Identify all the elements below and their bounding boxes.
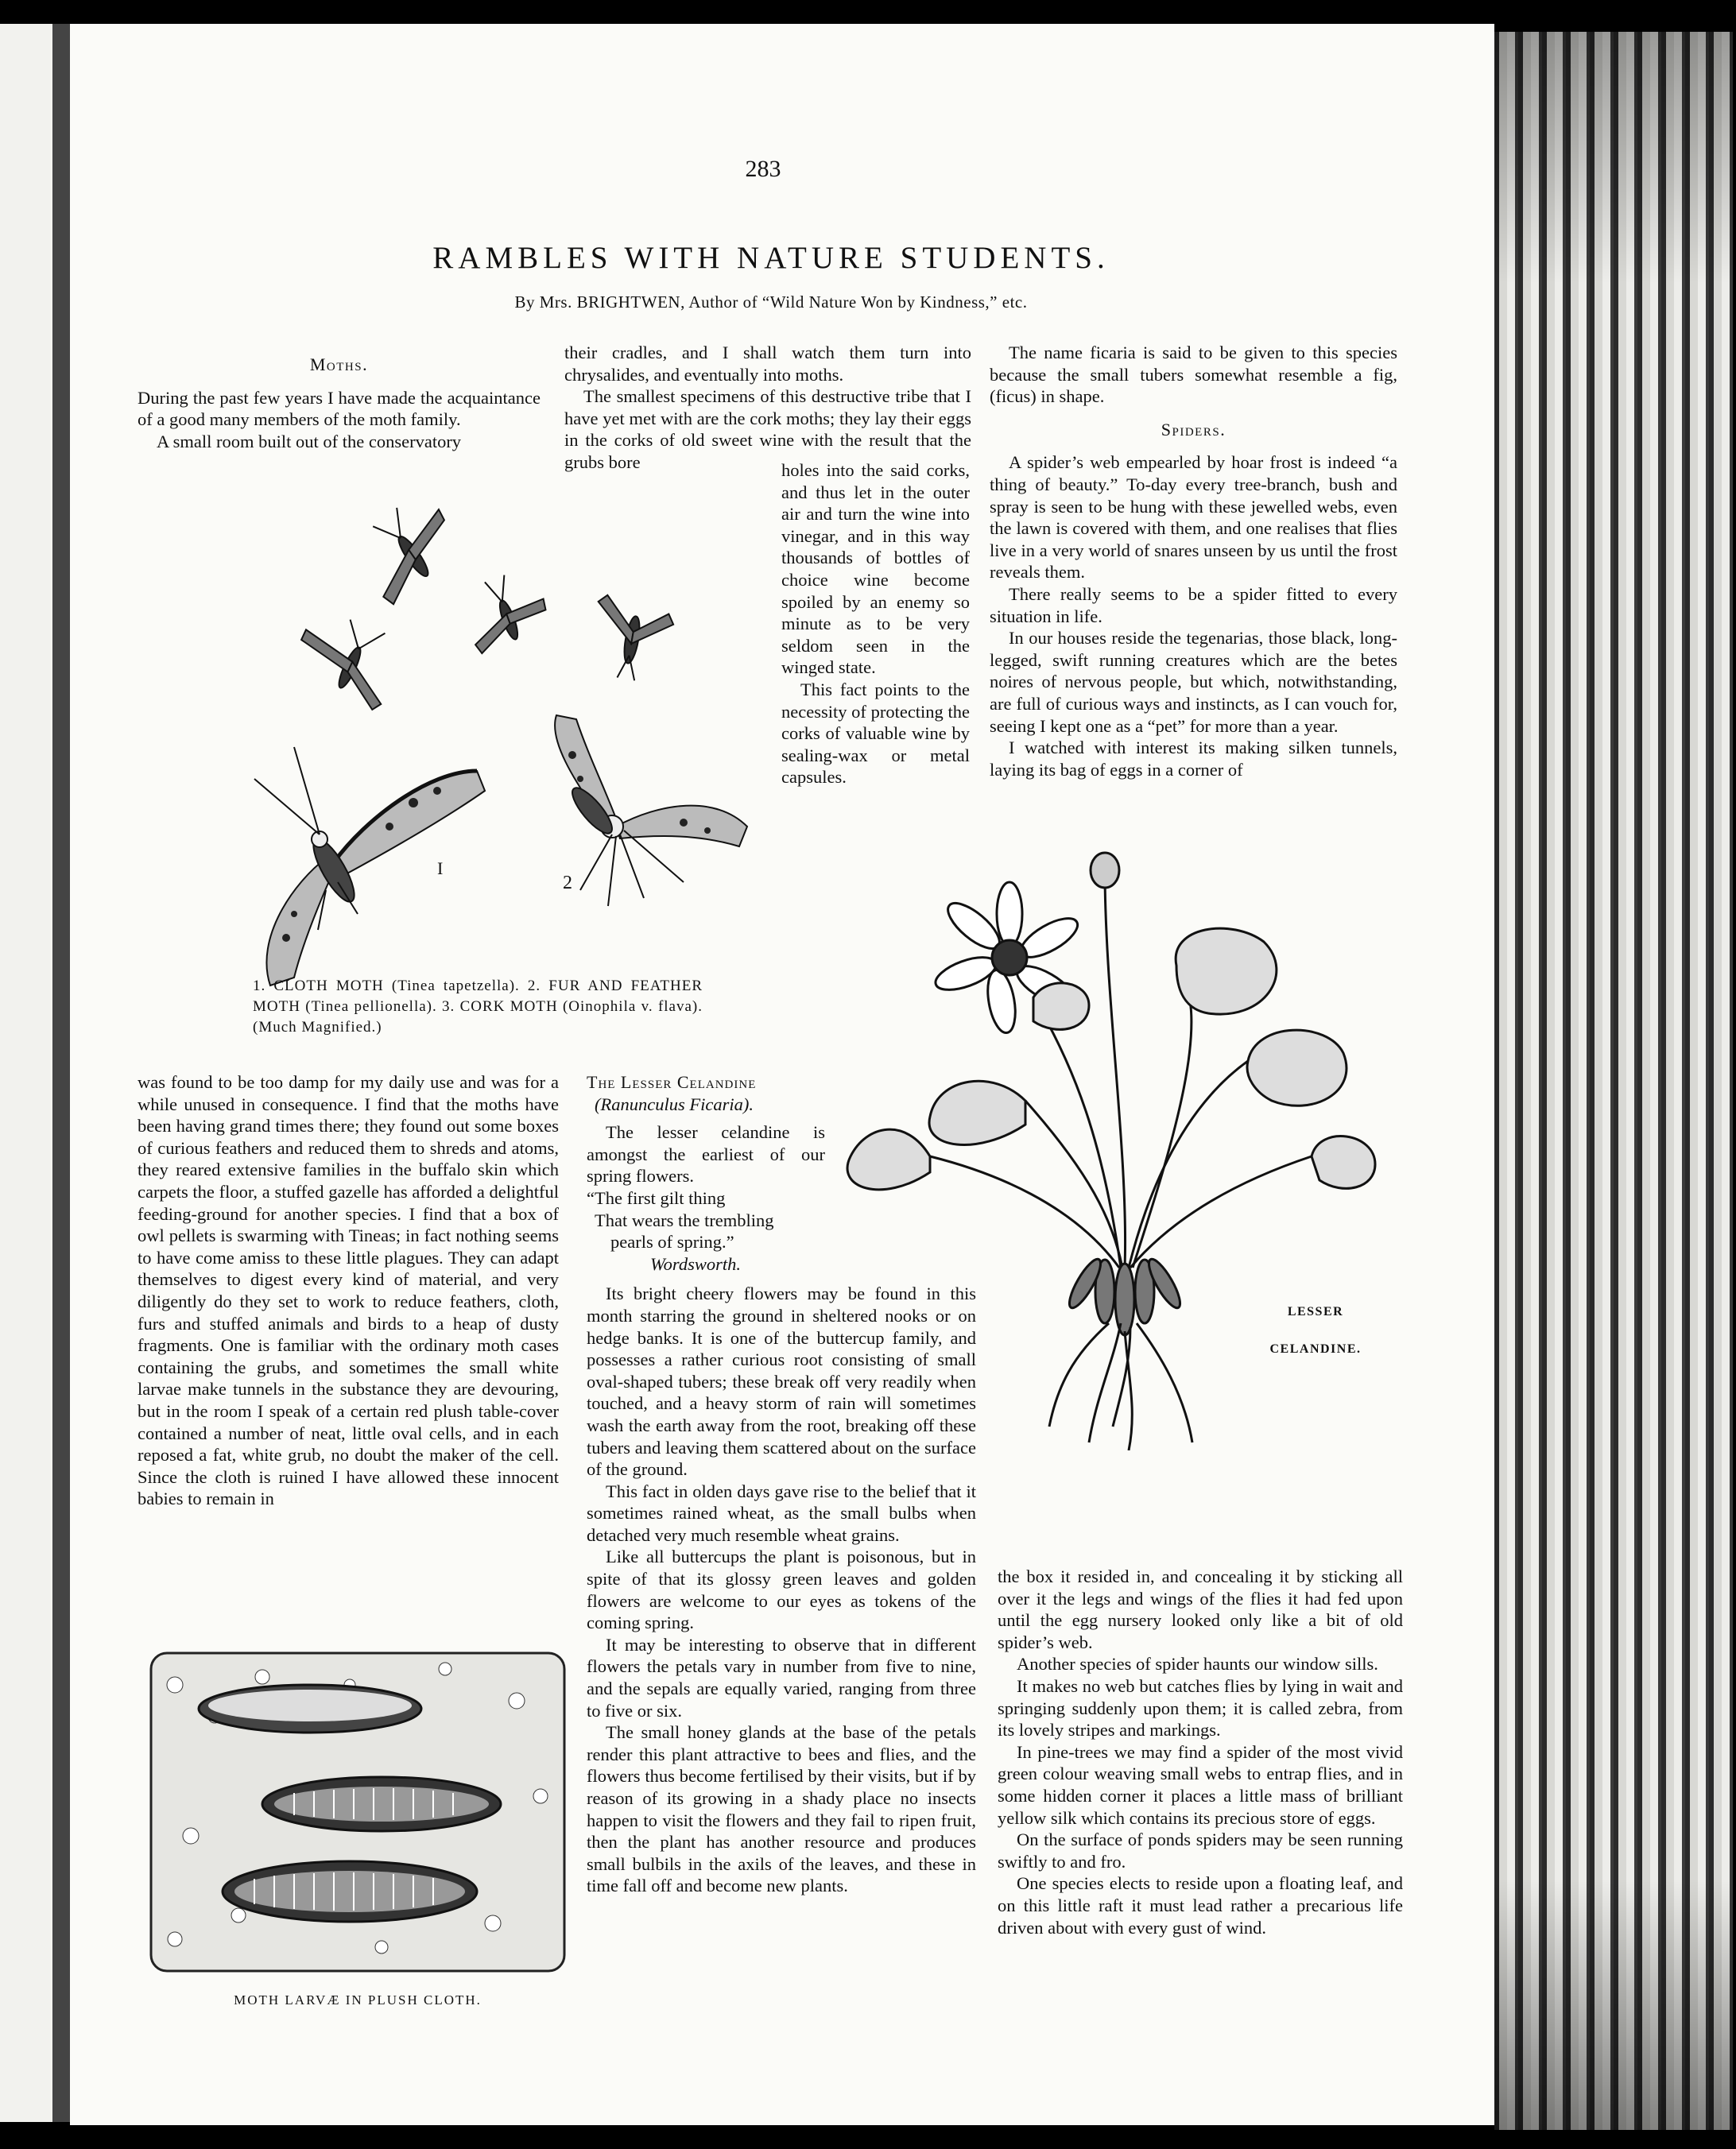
poem-author: Wordsworth. [650,1253,741,1274]
column-2-narrow [781,459,970,788]
paragraph: The small honey glands at the base of the petals render this plant attractive to bees and flies, and the flowers thus become fertilised by their visits, but if by reason of its growing in a shady place no insects happen to visit the flowers and they fail to ripen fruit, then the plant has another resource and produces small bulbils in the axils of the leaves, and these in time fall off and become new plants. [587,1722,976,1896]
paragraph: was found to be too damp for my daily use and was for a while unused in consequence. I find that the moths have been having grand times there; they found out some boxes of curious feathers and reduced them to shreds and atoms, they reared extensive families in the buffalo skin which carpets the floor, a stuffed gazelle has afforded a delightful feeding-ground for another species. I find that a box of owl pellets is swarming with Tineas; in fact nothing seems to have come amiss to these little plagues. They can adapt themselves to digest every kind of material, and very diligently do they set to work to reduce feathers, cloth, furs and stuffed animals and birds to a heap of dusty fragments. One is familiar with the ordinary moth cases containing the grubs, and sometimes the small white larvae make tunnels in the substance they are devouring, but in the room I speak of a certain red plush table-cover contained a number of neat, little oval cells, and in each reposed a fat, white grub, no doubt the maker of the cell. Since the cloth is ruined I have allowed these innocent babies to remain in [138,1072,559,1509]
paragraph: The lesser celandine is amongst the earliest of our spring flowers. [587,1122,825,1187]
book-gutter [52,24,70,2122]
paragraph: On the surface of ponds spiders may be seen running swiftly to and fro. [998,1830,1403,1872]
larvae-figure-caption: MOTH LARVÆ IN PLUSH CLOTH. [234,1992,482,2008]
celandine-label-line-1: LESSER [1287,1305,1344,1318]
paragraph: During the past few years I have made the acquaintance of a good many members of the moth family. [138,387,541,430]
paragraph: This fact in olden days gave rise to the belief that it sometimes rained wheat, as the small bulbs when detached very much resemble wheat grains. [587,1481,976,1545]
page-edges-shadow [1494,32,1733,2130]
paragraph: Its bright cheery flowers may be found in this month starring the ground in sheltered nooks or on hedge banks. It is one of the buttercup family, and possesses a rather curious root consisting of small oval-shaped tubers; these break off very readily when touched, and a heavy storm of rain will sometimes wash the earth away from the root, breaking off these tubers and leaving them scattered about on the surface of the ground. [587,1284,976,1480]
moth-number-2: 2 [563,873,572,893]
paragraph: The name ficaria is said to be given to this species because the small tubers somewhat resemble a fig, (ficus) in shape. [990,343,1397,407]
section-heading-spiders: Spiders. [1161,419,1226,439]
paragraph: It makes no web but catches flies by lying in wait and springing suddenly upon them; it is called zebra, from its lovely stripes and markings. [998,1675,1403,1740]
poem-line: pearls of spring.” [610,1232,734,1253]
column-2-celandine [587,1071,976,1897]
paragraph: A small room built out of the conservatory [157,431,462,451]
moth-illustration [199,501,771,1025]
section-heading-celandine: The Lesser Celandine [587,1072,757,1092]
section-subheading-celandine: (Ranunculus Ficaria). [595,1094,754,1114]
paragraph: There really seems to be a spider fitted to every situation in life. [990,583,1397,626]
paragraph: The smallest specimens of this destructive tribe that I have yet met with are the cork moths; they lay their eggs in the corks of old sweet wine with the result that the grubs bore [564,386,971,472]
column-3-bottom [998,1566,1403,1938]
paragraph: Like all buttercups the plant is poisonous, but in spite of that its glossy green leaves and golden flowers are welcome to our eyes as tokens of the coming spring. [587,1547,976,1633]
article-title: RAMBLES WITH NATURE STUDENTS. [432,241,1110,275]
article-byline: By Mrs. BRIGHTWEN, Author of “Wild Nature Won by Kindness,” etc. [514,292,1028,312]
paragraph: I watched with interest its making silken tunnels, laying its bag of eggs in a corner of [990,738,1397,780]
paragraph: In pine-trees we may find a spider of the most vivid green colour weaving small webs to entrap flies, and in some hidden corner it places a little mass of brilliant yellow silk which contains its precious store of eggs. [998,1741,1403,1828]
left-page-edge [0,24,52,2122]
poem-line: That wears the trembling [595,1210,774,1230]
moth-number-1: I [437,858,444,878]
column-3-top [990,342,1397,780]
column-1-top [138,354,541,452]
paragraph: In our houses reside the tegenarias, those black, long-legged, swift running creatures which are the betes noires of nervous people, but which, notwithstanding, are full of curious ways and instincts, as I can vouch for, seeing I kept one as a “pet” for more than a year. [990,628,1397,736]
celandine-label-line-2: CELANDINE. [1269,1342,1362,1356]
column-1-bottom [138,1071,559,1510]
poem-line: “The first gilt thing [587,1187,726,1208]
page-number: 283 [745,156,781,182]
paragraph: One species elects to reside upon a floating leaf, and on this little raft it must lead rather a precarious life driven about with every gust of wind. [998,1873,1403,1938]
column-2-top [564,342,971,474]
paragraph: the box it resided in, and concealing it by sticking all over it the legs and wings of the flies it had fed upon until the egg nursery looked only like a bit of old spider’s web. [998,1566,1403,1652]
paragraph: holes into the said corks, and thus let in the outer air and turn the wine into vinegar, and in this way thousands of bottles of choice wine become spoiled by an enemy so minute as to be very seldom seen in the winged state. [781,460,970,678]
poem [587,1187,825,1275]
section-heading-moths: Moths. [309,354,369,374]
paragraph: This fact points to the necessity of protecting the corks of valuable wine by sealing-wax or metal capsules. [781,679,970,788]
paragraph: Another species of spider haunts our window sills. [1017,1654,1378,1675]
moth-figure-caption: 1. CLOTH MOTH (Tinea tapetzella). 2. FUR AND FEATHER MOTH (Tinea pellionella). 3. CORK MOTH (Oinophila v. flava). (Much Magnified.) [253,978,703,1036]
paragraph: their cradles, and I shall watch them turn into chrysalides, and eventually into moths. [564,343,971,385]
larvae-illustration [143,1637,572,1987]
paragraph: It may be interesting to observe that in different flowers the petals vary in number from five to nine, and the sepals are equally varied, ranging from three to five or six. [587,1634,976,1721]
paragraph: A spider’s web empearled by hoar frost is indeed “a thing of beauty.” To-day every tree-branch, bush and spray is seen to be hung with these jewelled webs, even the lawn is covered with them, and one realises that flies live in a very world of snares unseen by us until the frost reveals them. [990,452,1397,583]
